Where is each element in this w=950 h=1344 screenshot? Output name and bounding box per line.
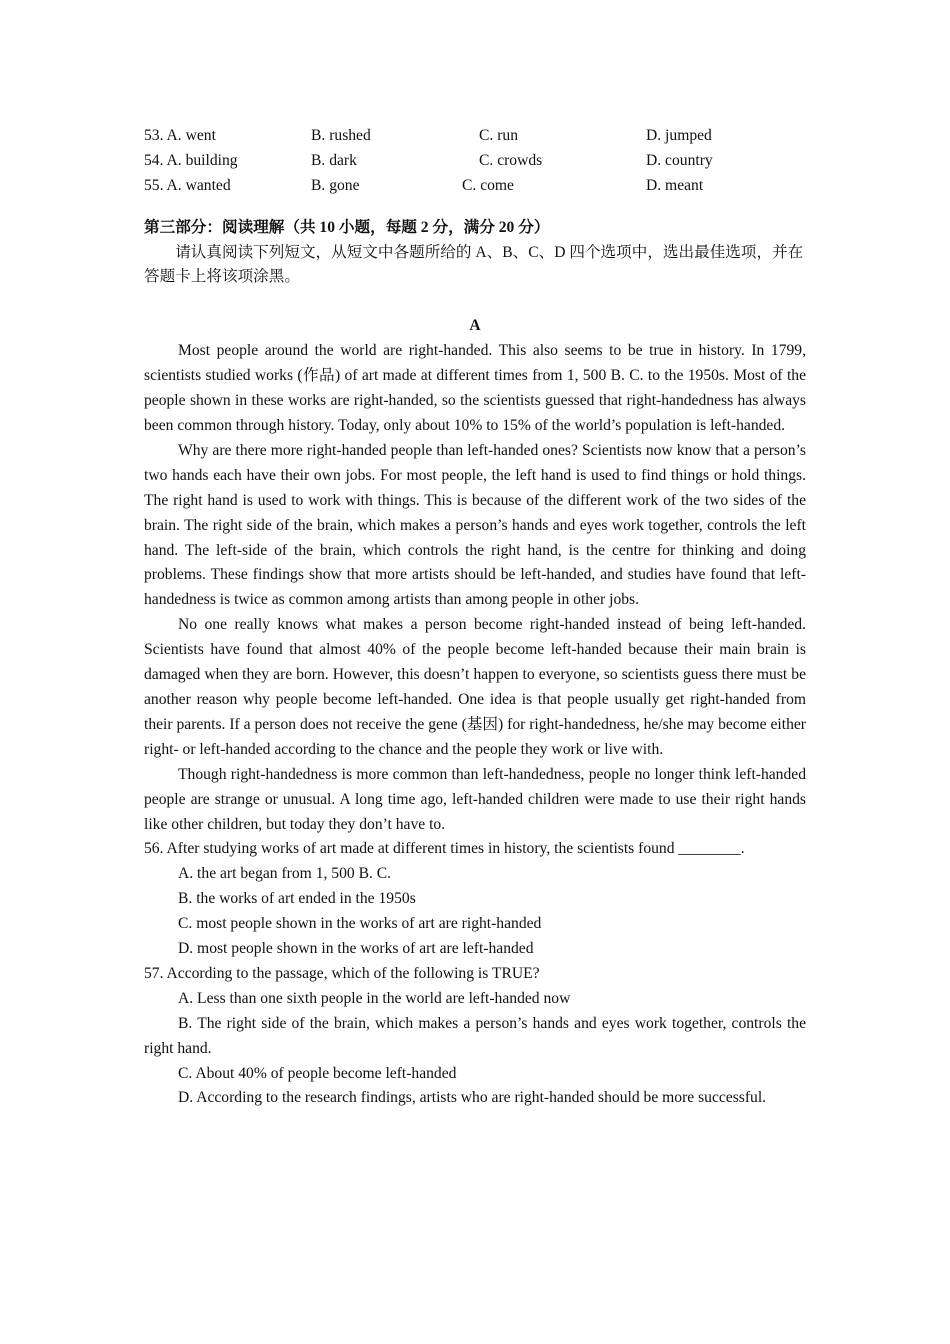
passage-paragraph: Why are there more right-handed people than left-handed ones? Scientists now know that a person’s two hands each have their own jobs. For most people, the left hand is used to find things or hold things. The right hand is used to work with things. This is because of the different work of the two sides of the brain. The right side of the brain, which makes a person’s hands and eyes work together, controls the left hand. The left-side of the brain, which controls the right hand, is the centre for thinking and doing problems. These findings show that more artists should be left-handed, and studies have found that left-handedness is twice as common among artists than among people in other jobs. (144, 441, 806, 609)
section-instruction: 请认真阅读下列短文，从短文中各题所给的 A、B、C、D 四个选项中，选出最佳选项，并在答题卡上将该项涂黑。 (144, 243, 804, 286)
option-a: 53. A. went (144, 127, 216, 144)
cloze-option-row-55 (144, 174, 806, 199)
cloze-option-row-53 (144, 124, 806, 149)
passage-paragraph: Though right-handedness is more common than left-handedness, people no longer think left-handed people are strange or unusual. A long time ago, left-handed children were made to use their right hands like other children, but today they don’t have to. (144, 765, 806, 833)
question-stem-56: 56. After studying works of art made at different times in history, the scientists found ________. (144, 840, 745, 858)
option-c: C. run (479, 127, 518, 144)
option-d: D. country (646, 151, 713, 169)
section-title: 第三部分：阅读理解（共 10 小题，每题 2 分，满分 20 分） (144, 218, 550, 236)
question-57-choice-c: C. About 40% of people become left-handed (178, 1064, 457, 1082)
option-b: B. rushed (311, 127, 371, 144)
option-d: D. meant (646, 176, 704, 194)
passage-paragraph: Most people around the world are right-handed. This also seems to be true in history. In 1799, scientists studied works (作品) of art made at different times from 1, 500 B. C. to the 1950s. Most of the people shown in these works are right-handed, so the scientists guessed that right-handedness has always been common through history. Today, only about 10% to 15% of the world’s population is left-handed. (144, 342, 806, 435)
question-57-choice-d: D. According to the research findings, artists who are right-handed should be more successful. (178, 1089, 767, 1107)
question-56-choice-c: C. most people shown in the works of art are right-handed (178, 915, 542, 933)
question-57-choice-a: A. Less than one sixth people in the world are left-handed now (178, 989, 571, 1007)
cloze-option-row-54 (144, 149, 806, 174)
passage-label: A (469, 317, 481, 335)
option-c: C. crowds (479, 151, 543, 169)
question-56-choice-b: B. the works of art ended in the 1950s (178, 890, 416, 908)
option-a: 55. A. wanted (144, 176, 231, 194)
question-56-choice-a: A. the art began from 1, 500 B. C. (178, 865, 392, 883)
question-stem-57: 57. According to the passage, which of the following is TRUE? (144, 964, 540, 982)
option-b: B. gone (311, 176, 360, 194)
option-b: B. dark (311, 151, 357, 169)
page-content (144, 124, 806, 1111)
option-d: D. jumped (646, 127, 712, 144)
question-56-choice-d: D. most people shown in the works of art are left-handed (178, 940, 534, 958)
question-57-choice-b: B. The right side of the brain, which makes a person’s hands and eyes work together, controls the right hand. (144, 1014, 806, 1057)
option-c: C. come (462, 176, 514, 194)
option-a: 54. A. building (144, 151, 238, 169)
passage-paragraph: No one really knows what makes a person become right-handed instead of being left-handed. Scientists have found that almost 40% of the people become left-handed because their main brain is damaged when they are born. However, this doesn’t happen to everyone, so scientists guess there must be another reason why people become left-handed. One idea is that people usually get right-handed from their parents. If a person does not receive the gene (基因) for right-handedness, he/she may become either right- or left-handed according to the chance and the people they work or live with. (144, 616, 806, 758)
